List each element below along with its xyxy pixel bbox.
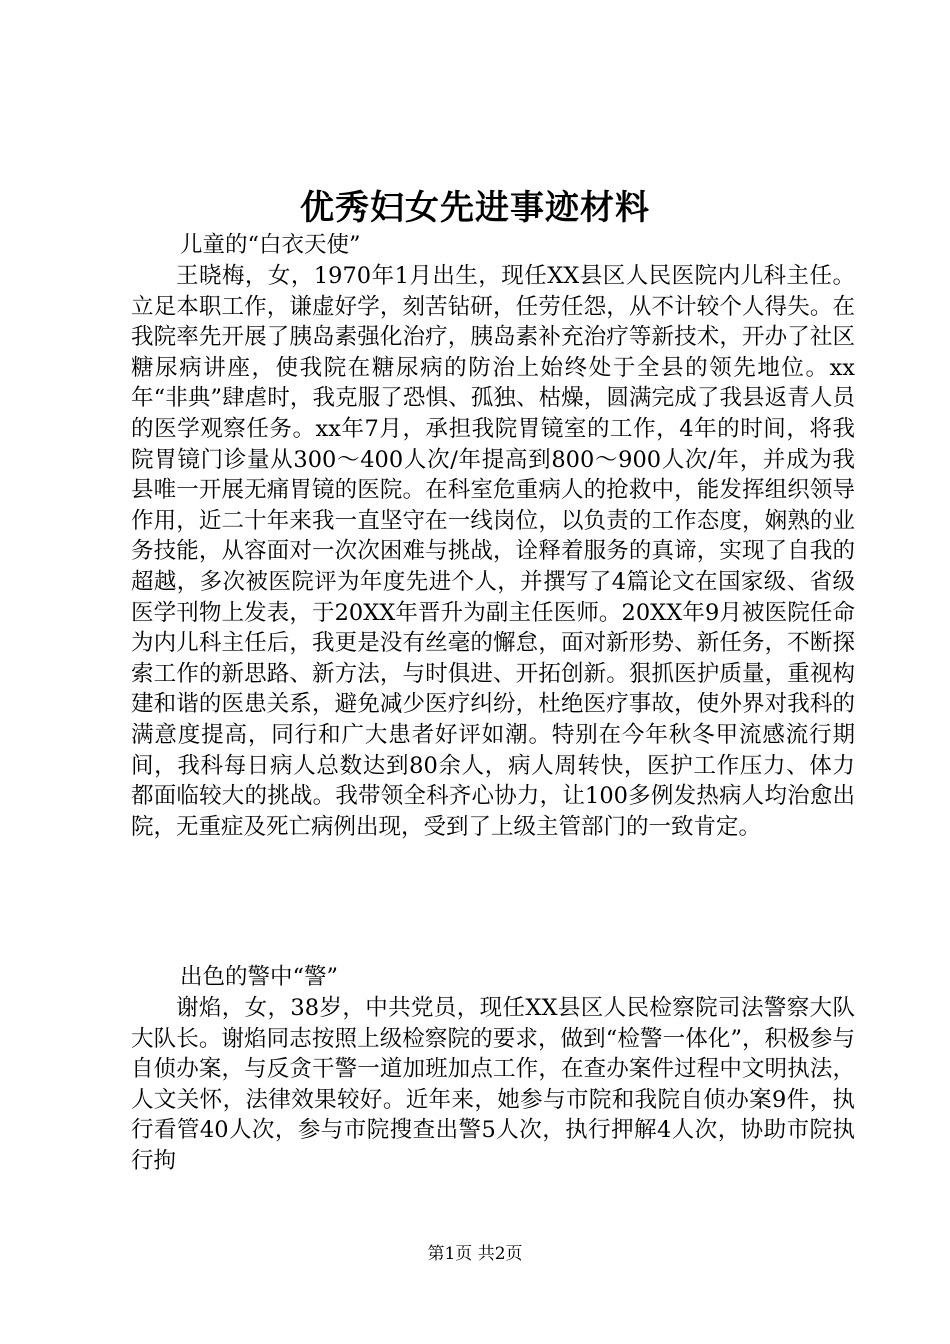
section-heading-1: 儿童的“白衣天使” bbox=[180, 232, 361, 258]
section-paragraph-1: 王晓梅，女，1970年1月出生，现任XX县区人民医院内儿科主任。立足本职工作，谦虚好学，刻苦钻研，任劳任怨，从不计较个人得失。在我院率先开展了胰岛素强化治疗，胰岛素补充治疗等新技术，开办了社区糖尿病讲座，使我院在糖尿病的防治上始终处于全县的领先地位。xx年“非典”肆虐时，我克服了恐惧、孤独、枯燥，圆满完成了我县返青人员的医学观察任务。xx年7月，承担我院胃镜室的工作，4年的时间，将我院胃镜门诊量从300～400人次/年提高到800～900人次/年，并成为我县唯一开展无痛胃镜的医院。在科室危重病人的抢救中，能发挥组织领导作用，近二十年来我一直坚守在一线岗位，以负责的工作态度，娴熟的业务技能，从容面对一次次困难与挑战，诠释着服务的真谛，实现了自我的超越，多次被医院评为年度先进个人，并撰写了4篇论文在国家级、省级医学刊物上发表，于20XX年晋升为副主任医师。20XX年9月被医院任命为内儿科主任后，我更是没有丝毫的懈怠，面对新形势、新任务，不断探索工作的新思路、新方法，与时俱进、开拓创新。狠抓医护质量，重视构建和谐的医患关系，避免减少医疗纠纷，杜绝医疗事故，使外界对我科的满意度提高，同行和广大患者好评如潮。特别在今年秋冬甲流感流行期间，我科每日病人总数达到80余人，病人周转快，医护工作压力、体力都面临较大的挑战。我带领全科齐心协力，让100多例发热病人均治愈出院，无重症及死亡病例出现，受到了上级主管部门的一致肯定。 bbox=[131, 263, 855, 840]
document-title: 优秀妇女先进事迹材料 bbox=[300, 188, 650, 228]
section-body-2 bbox=[131, 993, 855, 1177]
section-paragraph-2: 谢焰，女，38岁，中共党员，现任XX县区人民检察院司法警察大队大队长。谢焰同志按照上级检察院的要求，做到“检警一体化”，积极参与自侦办案，与反贪干警一道加班加点工作，在查办案件过程中文明执法，人文关怀，法律效果较好。近年来，她参与市院和我院自侦办案9件，执行看管40人次，参与市院搜查出警5人次，执行押解4人次，协助市院执行拘 bbox=[131, 995, 855, 1174]
section-body-1 bbox=[131, 261, 855, 842]
section-heading-2: 出色的警中“警” bbox=[180, 964, 339, 990]
page-footer: 第1页 共2页 bbox=[427, 1244, 523, 1264]
